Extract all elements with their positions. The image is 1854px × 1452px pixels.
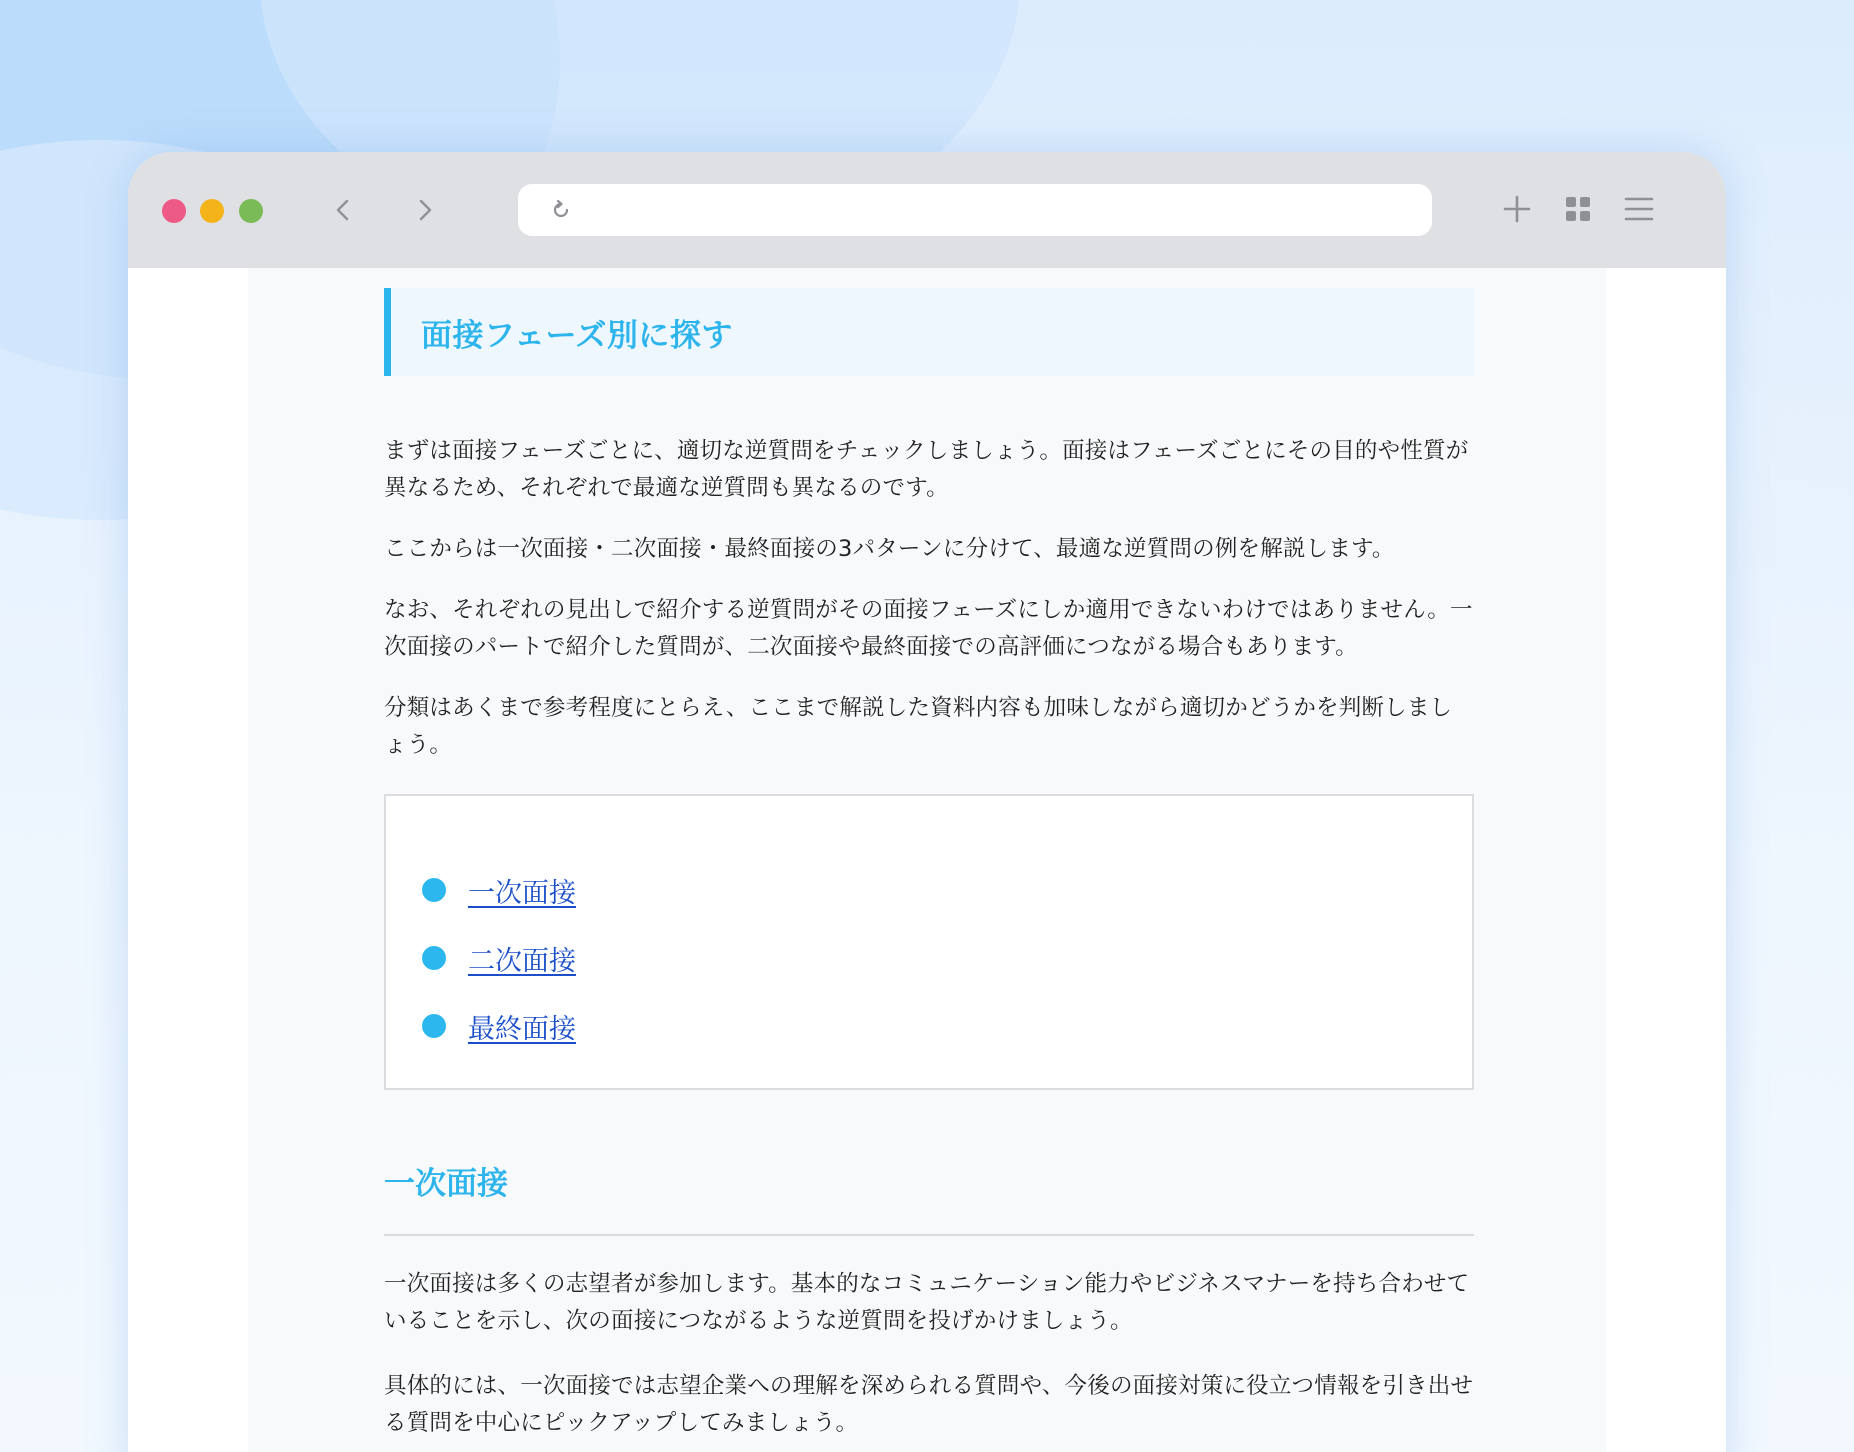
paragraph: なお、それぞれの見出しで紹介する逆質問がその面接フェーズにしか適用できないわけではありません。一次面接のパートで紹介した質問が、二次面接や最終面接での高評価につながる場合もあります。 <box>384 597 1473 660</box>
paragraph: ここからは一次面接・二次面接・最終面接の3パターンに分けて、最適な逆質問の例を解説します。 <box>384 536 1395 562</box>
subsection-heading: 一次面接 <box>384 1166 508 1202</box>
article <box>384 288 1474 1442</box>
minimize-window-button[interactable] <box>200 199 224 223</box>
toc-item <box>422 992 1472 1060</box>
close-window-button[interactable] <box>162 199 186 223</box>
toc-item <box>422 924 1472 992</box>
back-icon[interactable] <box>328 195 358 225</box>
paragraph: 具体的には、一次面接では志望企業への理解を深められる質問や、今後の面接対策に役立つ情報を引き出せる質問を中心にピックアップしてみましょう。 <box>384 1373 1474 1436</box>
page-viewport <box>128 268 1726 1452</box>
browser-toolbar <box>128 152 1726 268</box>
paragraph: 分類はあくまで参考程度にとらえ、ここまで解説した資料内容も加味しながら適切かどうかを判断しましょう。 <box>384 695 1453 758</box>
browser-window <box>128 152 1726 1452</box>
heading-divider <box>384 1234 1474 1236</box>
toc-link-first-interview[interactable]: 一次面接 <box>468 877 576 909</box>
forward-icon[interactable] <box>410 195 440 225</box>
toc-link-final-interview[interactable]: 最終面接 <box>468 1013 576 1045</box>
section-heading-box <box>384 288 1474 376</box>
bullet-icon <box>422 946 446 970</box>
section-heading: 面接フェーズ別に探す <box>421 317 733 354</box>
reload-icon[interactable] <box>548 197 574 223</box>
toc-link-second-interview[interactable]: 二次面接 <box>468 945 576 977</box>
paragraph: まずは面接フェーズごとに、適切な逆質問をチェックしましょう。面接はフェーズごとにその目的や性質が異なるため、それぞれで最適な逆質問も異なるのです。 <box>384 438 1469 501</box>
maximize-window-button[interactable] <box>239 199 263 223</box>
toc-item <box>422 856 1472 924</box>
content-column <box>248 268 1606 1452</box>
plus-icon[interactable] <box>1500 192 1534 226</box>
address-bar[interactable] <box>518 184 1432 236</box>
bullet-icon <box>422 1014 446 1038</box>
paragraph: 一次面接は多くの志望者が参加します。基本的なコミュニケーション能力やビジネスマナーを持ち合わせていることを示し、次の面接につながるような逆質問を投げかけましょう。 <box>384 1271 1470 1334</box>
grid-icon[interactable] <box>1561 192 1595 226</box>
table-of-contents <box>384 794 1474 1090</box>
bullet-icon <box>422 878 446 902</box>
menu-icon[interactable] <box>1622 192 1656 226</box>
